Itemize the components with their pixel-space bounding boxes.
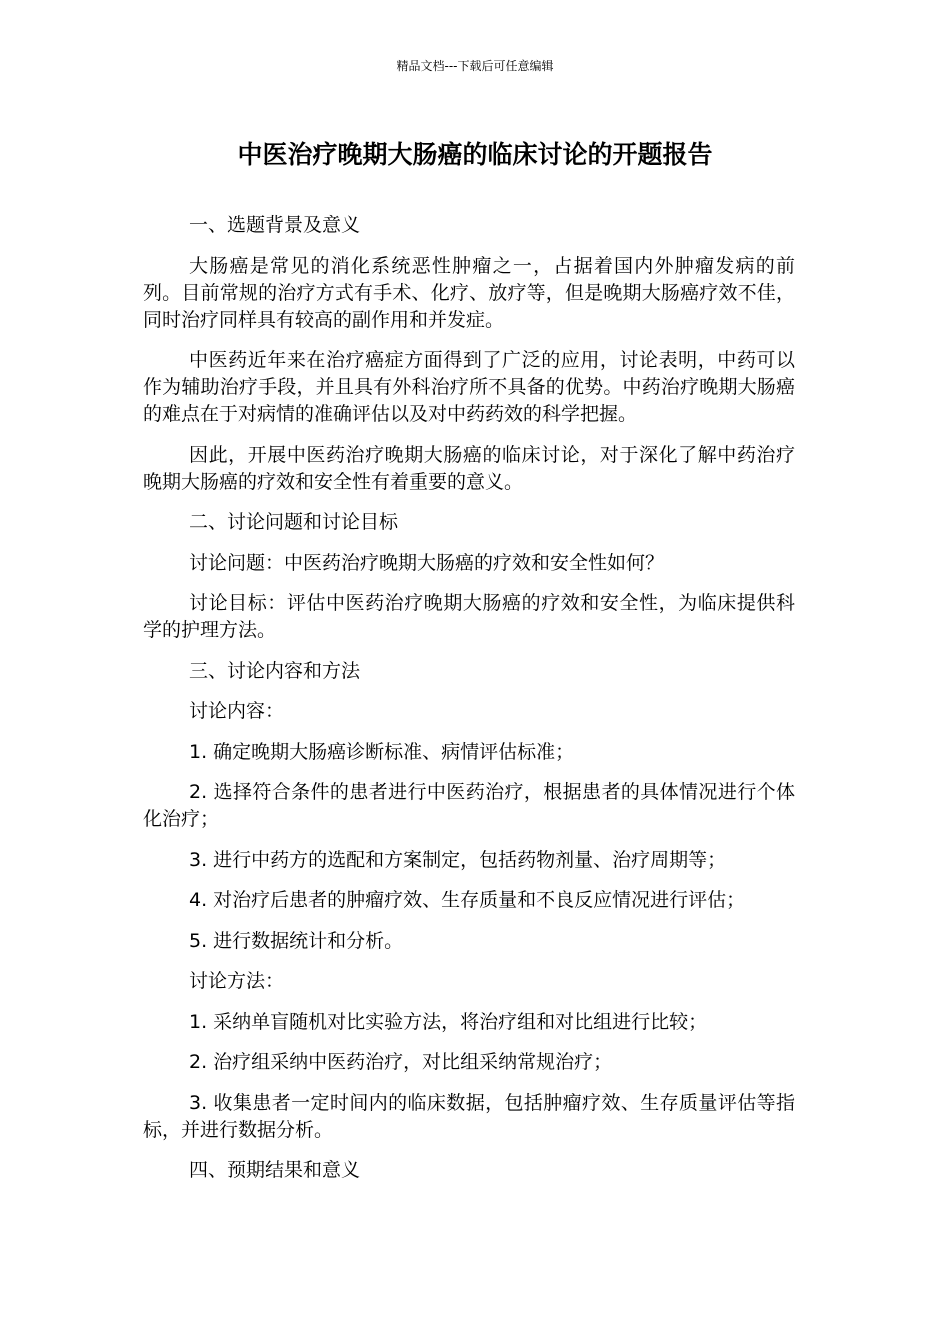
list-item-content-4: 4. 对治疗后患者的肿瘤疗效、生存质量和不良反应情况进行评估； (189, 889, 746, 911)
paragraph-background-3: 因此，开展中医药治疗晚期大肠癌的临床讨论，对于深化了解中药治疗晚期大肠癌的疗效和安全性有着重要的意义。 (143, 443, 795, 493)
document-body (143, 212, 795, 1184)
paragraph-background-2: 中医药近年来在治疗癌症方面得到了广泛的应用，讨论表明，中药可以作为辅助治疗手段，并且具有外科治疗所不具备的优势。中药治疗晚期大肠癌的难点在于对病情的准确评估以及对中药药效的科学把握。 (143, 349, 795, 425)
paragraph-goal: 讨论目标：评估中医药治疗晚期大肠癌的疗效和安全性，为临床提供科学的护理方法。 (143, 592, 795, 641)
list-item-content-5: 5. 进行数据统计和分析。 (189, 929, 404, 952)
list-item-content-3: 3. 进行中药方的选配和方案制定，包括药物剂量、治疗周期等； (189, 848, 727, 871)
paragraph-background-1: 大肠癌是常见的消化系统恶性肿瘤之一，占据着国内外肿瘤发病的前列。目前常规的治疗方式有手术、化疗、放疗等，但是晚期大肠癌疗效不佳，同时治疗同样具有较高的副作用和并发症。 (143, 254, 795, 331)
section-heading-questions: 二、讨论问题和讨论目标 (189, 511, 399, 533)
list-item-content-1: 1. 确定晚期大肠癌诊断标准、病情评估标准； (189, 740, 575, 763)
section-heading-content-method: 三、讨论内容和方法 (189, 659, 361, 682)
list-item-method-3: 3. 收集患者一定时间内的临床数据，包括肿瘤疗效、生存质量评估等指标，并进行数据分析。 (143, 1091, 795, 1141)
list-item-method-1: 1. 采纳单盲随机对比实验方法，将治疗组和对比组进行比较； (189, 1010, 708, 1033)
subheading-method: 讨论方法： (189, 970, 285, 992)
subheading-content: 讨论内容： (189, 700, 285, 722)
list-item-method-2: 2. 治疗组采纳中医药治疗，对比组采纳常规治疗； (189, 1051, 613, 1073)
header-note: 精品文档---下载后可任意编辑 (396, 59, 554, 73)
document-title: 中医治疗晚期大肠癌的临床讨论的开题报告 (237, 140, 713, 169)
section-heading-expected-results: 四、预期结果和意义 (189, 1159, 361, 1181)
section-heading-background: 一、选题背景及意义 (189, 214, 361, 236)
list-item-content-2: 2. 选择符合条件的患者进行中医药治疗，根据患者的具体情况进行个体化治疗； (143, 781, 795, 830)
paragraph-question: 讨论问题：中医药治疗晚期大肠癌的疗效和安全性如何？ (189, 551, 665, 574)
